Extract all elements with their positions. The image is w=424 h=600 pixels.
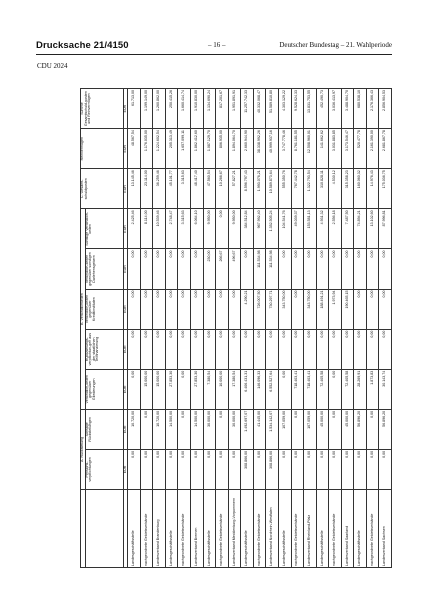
table-cell: 0,00 — [379, 289, 392, 329]
table-cell: 0,00 — [191, 249, 204, 289]
row-label: Landesverband Nordrhein-Westfalen — [266, 490, 279, 568]
row-label: Landesverband Saarland — [341, 490, 354, 568]
table-cell: 0,00 — [165, 329, 178, 369]
column-header: Sonstige Rückstellungen — [85, 409, 123, 449]
table-cell: 72.405,58 — [341, 369, 354, 409]
table-cell: 308.866,00 — [266, 449, 279, 489]
table-cell: 0,00 — [191, 329, 204, 369]
table-cell: 520.477,78 — [354, 129, 367, 169]
unit-cell: EUR — [123, 409, 128, 449]
table-cell: 1.322.793,54 — [304, 169, 317, 209]
table-cell: 0,00 — [140, 449, 153, 489]
table-cell: 0,00 — [341, 449, 354, 489]
table-row — [241, 89, 254, 568]
table-cell: 1.199.149,00 — [140, 89, 153, 129]
table-cell: 30.000,00 — [203, 409, 216, 449]
table-cell: 718.403,41 — [304, 369, 317, 409]
table-cell: 1.134.690,24 — [203, 89, 216, 129]
document-number: Drucksache 21/4150 — [36, 40, 129, 51]
table-cell: 0,00 — [178, 449, 191, 489]
table-cell: 7.487,50 — [341, 209, 354, 249]
table-cell: 2.681.867,78 — [379, 129, 392, 169]
table-cell: 1.260.862,00 — [153, 89, 166, 129]
table-cell: 1.176.035,00 — [140, 129, 153, 169]
table-cell: 680.538,10 — [354, 89, 367, 129]
table-cell: 3.031.883,85 — [329, 129, 342, 169]
unit-cell: EUR — [123, 209, 128, 249]
table-cell: 0,00 — [291, 289, 304, 329]
table-cell: 4.290,21 — [241, 289, 254, 329]
table-cell: 10.589.873,64 — [266, 169, 279, 209]
unit-cell: EUR — [123, 289, 128, 329]
table-cell: 0,00 — [366, 329, 379, 369]
table-cell: 0,00 — [291, 449, 304, 489]
table-cell: 0,00 — [278, 249, 291, 289]
table-cell: 8.596.797,43 — [241, 169, 254, 209]
table-cell: 107.059,00 — [278, 409, 291, 449]
table-cell: 0,00 — [153, 289, 166, 329]
party-label: CDU 2024 — [37, 62, 68, 70]
table-row — [228, 89, 241, 568]
table-cell: 718.403,41 — [291, 369, 304, 409]
table-cell: 7.380,54 — [203, 369, 216, 409]
table-cell: 310.828,11 — [316, 169, 329, 209]
column-header: Verbindlich-keiten gegenüber sonstigen Darlehensgebern — [85, 249, 123, 289]
table-cell: 0,00 — [128, 329, 141, 369]
table-cell: 11.257.742,33 — [241, 89, 254, 129]
table-cell: 190.465,15 — [341, 289, 354, 329]
table-cell: 87.996,81 — [379, 209, 392, 249]
table-cell: 0,00 — [278, 329, 291, 369]
table-cell: 1.993.076,21 — [253, 169, 266, 209]
row-label: nachgeordnete Gebietsverbände — [140, 490, 153, 568]
table-cell: 153.581,13 — [304, 209, 317, 249]
group-header: C. Gesamt-schuldposten — [81, 169, 124, 209]
table-cell: 0,00 — [241, 249, 254, 289]
column-header — [85, 490, 123, 568]
table-cell: 0,00 — [203, 289, 216, 329]
table-cell: 1.910.830,00 — [191, 89, 204, 129]
table-cell: 0,00 — [165, 449, 178, 489]
table-cell: 0,00 — [228, 329, 241, 369]
table-cell: 0,00 — [253, 329, 266, 369]
table-cell: 0,00 — [128, 369, 141, 409]
table-cell: 0,00 — [153, 249, 166, 289]
table-cell: 17.380,54 — [228, 369, 241, 409]
table-cell: 27.853,30 — [165, 369, 178, 409]
page-header — [36, 40, 392, 52]
table-cell: 23.114,00 — [140, 169, 153, 209]
table-row — [153, 89, 166, 568]
table-cell: 3.747.778,46 — [278, 129, 291, 169]
table-cell: 27.853,30 — [191, 369, 204, 409]
table-cell: 48.417,40 — [191, 169, 204, 209]
table-cell: 0,00 — [341, 329, 354, 369]
table-cell: 0,00 — [341, 249, 354, 289]
unit-cell: EUR — [123, 329, 128, 369]
table-cell: 9.528.624,33 — [291, 89, 304, 129]
table-cell: 2.176.366,43 — [366, 89, 379, 129]
unit-cell: EUR — [123, 369, 128, 409]
row-label: nachgeordnete Gebietsverbände — [291, 490, 304, 568]
table-cell: 0,00 — [253, 449, 266, 489]
page-number: – 16 – — [208, 41, 226, 49]
row-label: Landesgeschäftsstelle — [354, 490, 367, 568]
row-label: Landesverband Rheinland-Pfalz — [304, 490, 317, 568]
table-cell: 13.102,60 — [366, 209, 379, 249]
table-cell: 0,00 — [216, 409, 229, 449]
table-cell: 230,00 — [203, 249, 216, 289]
table-cell: 806.935,00 — [216, 129, 229, 169]
table-cell: 1.534.142,07 — [266, 409, 279, 449]
table-cell: 10.266,67 — [216, 169, 229, 209]
table-cell: 0,00 — [216, 209, 229, 249]
row-label: nachgeordnete Gebietsverbände — [366, 490, 379, 568]
table-cell: 188.491,21 — [316, 289, 329, 329]
table-cell: 343.750,00 — [304, 289, 317, 329]
table-row — [178, 89, 191, 568]
table-cell: 1.657.099,11 — [178, 129, 191, 169]
table-cell: 41.445,00 — [253, 409, 266, 449]
table-cell: 0,00 — [329, 409, 342, 449]
table-cell: 0,00 — [316, 329, 329, 369]
table-cell: 0,00 — [140, 289, 153, 329]
row-label: Landesverband Bremen — [191, 490, 204, 568]
table-cell: 3.036.413,97 — [329, 89, 342, 129]
table-cell: 967.992,40 — [253, 209, 266, 249]
table-cell: 6.406.431,31 — [241, 369, 254, 409]
table-cell: 51.589.810,80 — [266, 89, 279, 129]
table-cell: 0,00 — [228, 289, 241, 329]
table-cell: 107.059,00 — [304, 409, 317, 449]
table-row — [203, 89, 216, 568]
table-cell: 1.224.602,54 — [153, 129, 166, 169]
group-header: B. Verbindlichkeiten — [81, 209, 86, 409]
table-cell: 0,00 — [178, 289, 191, 329]
balance-table — [80, 88, 392, 568]
table-cell: 0,00 — [354, 449, 367, 489]
table-cell: 3.315,63 — [178, 169, 191, 209]
table-cell: 9.950,00 — [203, 209, 216, 249]
table-row — [140, 89, 153, 568]
table-cell: 1.352.505,24 — [266, 209, 279, 249]
group-header: A. Rückstellung — [81, 409, 86, 489]
table-row — [253, 89, 266, 568]
table-cell: 308.866,00 — [241, 449, 254, 489]
row-label: Landesgeschäftsstelle — [203, 490, 216, 568]
column-header: Verbindlich-keiten gegenüber Gliederungen — [85, 369, 123, 409]
table-cell: 12.508.960,01 — [304, 129, 317, 169]
table-cell: 111.534,98 — [266, 249, 279, 289]
table-cell: 9.950,00 — [228, 209, 241, 249]
table-cell: 15.000,00 — [140, 369, 153, 409]
table-cell: 104.541,76 — [278, 209, 291, 249]
table-cell: 0,00 — [128, 449, 141, 489]
table-cell: 0,00 — [128, 249, 141, 289]
table-cell: 0,00 — [140, 409, 153, 449]
table-cell: 0,00 — [291, 249, 304, 289]
table-cell: 0,00 — [228, 449, 241, 489]
table-cell: 3.315,63 — [178, 209, 191, 249]
table-cell: 3.173.546,47 — [341, 129, 354, 169]
row-label: Landesgeschäftsstelle — [241, 490, 254, 568]
table-cell: 15.000,00 — [153, 369, 166, 409]
table-cell: 0,00 — [128, 289, 141, 329]
table-cell: 0,00 — [354, 329, 367, 369]
table-cell: 0,00 — [291, 329, 304, 369]
table-cell: 13.831.753,55 — [304, 89, 317, 129]
table-cell: 0,00 — [316, 249, 329, 289]
table-cell: 38.338.992,26 — [253, 129, 266, 169]
table-cell: 2.856.904,53 — [379, 89, 392, 129]
table-cell: 0,00 — [379, 449, 392, 489]
table-cell: 14.976,43 — [366, 169, 379, 209]
table-cell: 74.894,21 — [354, 209, 367, 249]
table-row — [191, 89, 204, 568]
table-cell: 4.530,12 — [329, 169, 342, 209]
table-cell: 0,00 — [216, 329, 229, 369]
table-cell: 0,00 — [329, 329, 342, 369]
table-cell: 767.442,78 — [291, 169, 304, 209]
table-cell: 45.000,00 — [341, 409, 354, 449]
table-cell: 10.720,00 — [153, 409, 166, 449]
header-rule — [36, 54, 392, 55]
table-row — [316, 89, 329, 568]
table-cell: 2.748,47 — [165, 209, 178, 249]
table-row — [379, 89, 392, 568]
table-cell: 0,00 — [153, 449, 166, 489]
table-cell: 1.951.891,91 — [228, 89, 241, 129]
table-cell: 0,00 — [178, 409, 191, 449]
table-cell: 61.713,00 — [128, 89, 141, 129]
table-cell: 0,00 — [178, 329, 191, 369]
table-cell: 0,00 — [366, 409, 379, 449]
table-row — [266, 89, 279, 568]
table-cell: 56.896,20 — [354, 409, 367, 449]
table-cell: 36.259,46 — [153, 169, 166, 209]
table-cell: 10.720,00 — [128, 409, 141, 449]
table-cell: 0,00 — [366, 249, 379, 289]
table-cell: 14.500,00 — [191, 409, 204, 449]
table-cell: 14.500,00 — [165, 409, 178, 449]
table-cell: 817.201,67 — [216, 89, 229, 129]
table-cell: 28.269,91 — [354, 369, 367, 409]
table-cell: 146.096,33 — [253, 369, 266, 409]
column-header: Pensions-verpflichtungen — [85, 449, 123, 489]
table-cell: 0,00 — [278, 449, 291, 489]
table-cell: 266,67 — [216, 249, 229, 289]
unit-cell: EUR — [123, 129, 128, 169]
table-cell: 0,00 — [291, 409, 304, 449]
table-cell: 1.973,94 — [329, 289, 342, 329]
column-header: Rückzahlungs-verpflichtun-gen aus der staatlichen Teilfinanzierung — [85, 329, 123, 369]
row-label: Landesgeschäftsstelle — [128, 490, 141, 568]
row-label: nachgeordnete Gebietsverbände — [178, 490, 191, 568]
table-cell: 0,00 — [304, 449, 317, 489]
table-cell: 0,00 — [203, 329, 216, 369]
table-cell: 0,00 — [329, 449, 342, 489]
table-cell: 45.000,00 — [316, 409, 329, 449]
table-cell: 3.488.904,70 — [341, 89, 354, 129]
table-cell: 0,00 — [366, 449, 379, 489]
table-cell: 726.007,50 — [253, 289, 266, 329]
table-cell: 0,00 — [366, 289, 379, 329]
table-cell: 0,00 — [178, 249, 191, 289]
row-label: Landesgeschäftsstelle — [165, 490, 178, 568]
row-label: nachgeordnete Gebietsverbände — [253, 490, 266, 568]
publisher-label: Deutscher Bundestag – 21. Wahlperiode — [279, 41, 392, 49]
table-cell: 0,00 — [354, 289, 367, 329]
table-body — [128, 89, 392, 568]
table-cell: 0,00 — [354, 249, 367, 289]
row-label: nachgeordnete Gebietsverbände — [216, 490, 229, 568]
table-cell: 4.303.129,22 — [278, 89, 291, 129]
table-cell: 175.036,75 — [379, 169, 392, 209]
table-cell: 730.297,71 — [266, 289, 279, 329]
table-cell: 40.332.068,47 — [253, 89, 266, 129]
table-cell: 2.556,18 — [329, 209, 342, 249]
table-row — [128, 89, 141, 568]
table-row — [304, 89, 317, 568]
table-cell: 496,67 — [228, 249, 241, 289]
table-cell: 47.560,54 — [203, 169, 216, 209]
table-cell: 0,00 — [216, 289, 229, 329]
table-row — [165, 89, 178, 568]
table-cell: 10.000,00 — [216, 369, 229, 409]
table-cell: 111.534,98 — [253, 249, 266, 289]
table-cell: 452.490,73 — [316, 89, 329, 129]
table-cell: 6.064,10 — [191, 209, 204, 249]
table-cell: 1.862.412,60 — [191, 129, 204, 169]
table-cell: 30.143,74 — [379, 369, 392, 409]
table-cell: 8.114,00 — [140, 209, 153, 249]
table-cell: 2.425,46 — [128, 209, 141, 249]
table-cell: 315.358,23 — [341, 169, 354, 209]
table-cell: 45.101,77 — [165, 169, 178, 209]
table-cell: 0,00 — [178, 369, 191, 409]
table-cell: 141.662,62 — [316, 129, 329, 169]
column-header: Sonstige Verbindlich-keiten — [85, 209, 123, 249]
table-cell: 56.896,20 — [379, 409, 392, 449]
table-cell: 0,00 — [266, 329, 279, 369]
table-cell: 4.931,32 — [316, 209, 329, 249]
table-cell: 0,00 — [191, 449, 204, 489]
row-label: Landesverband Sachsen — [379, 490, 392, 568]
table-cell: 13.145,46 — [128, 169, 141, 209]
table-cell: 0,00 — [316, 449, 329, 489]
table-cell: 0,00 — [241, 329, 254, 369]
table-cell: 10.539,46 — [153, 209, 166, 249]
unit-cell: EUR — [123, 449, 128, 489]
table-cell: 1.660.414,74 — [178, 89, 191, 129]
table-cell: 160.060,32 — [354, 169, 367, 209]
group-header: Summe Gesamtschuld-posten und Reinvermögen — [81, 89, 124, 129]
table-cell: 40.999.937,16 — [266, 129, 279, 169]
table-cell: 250.415,26 — [165, 89, 178, 129]
row-label: Landesverband Brandenburg — [153, 490, 166, 568]
row-label: Landesverband Mecklenburg-Vorpommern — [228, 490, 241, 568]
table-cell: 0,00 — [304, 329, 317, 369]
unit-cell: EUR — [123, 249, 128, 289]
table-cell: 1.492.697,07 — [241, 409, 254, 449]
table-cell: 57.827,21 — [228, 169, 241, 209]
table-cell: 2.660.944,90 — [241, 129, 254, 169]
table-cell: 0,00 — [379, 249, 392, 289]
table-container — [80, 88, 392, 568]
table-cell: 555.350,76 — [278, 169, 291, 209]
row-label: Landesgeschäftsstelle — [278, 490, 291, 568]
table-cell: 0,00 — [216, 449, 229, 489]
table-cell: 0,00 — [203, 449, 216, 489]
table-cell: 49.039,37 — [291, 209, 304, 249]
row-label: Landesgeschäftsstelle — [316, 490, 329, 568]
table-cell: 205.313,49 — [165, 129, 178, 169]
table-cell: 8.761.181,55 — [291, 129, 304, 169]
table-cell: 0,00 — [329, 369, 342, 409]
table-row — [366, 89, 379, 568]
table-cell: 0,00 — [153, 329, 166, 369]
table-cell: 0,00 — [165, 289, 178, 329]
table-cell: 0,00 — [329, 249, 342, 289]
table-row — [329, 89, 342, 568]
group-header: Reinvermögen — [81, 129, 124, 169]
unit-cell: EUR — [123, 89, 128, 129]
table-cell: 343.750,00 — [278, 289, 291, 329]
table-row — [341, 89, 354, 568]
table-cell: 48.567,54 — [128, 129, 141, 169]
table-cell: 1.087.129,70 — [203, 129, 216, 169]
table-cell: 0,00 — [140, 249, 153, 289]
table-row — [216, 89, 229, 568]
table-row — [278, 89, 291, 568]
table-cell: 6.552.527,64 — [266, 369, 279, 409]
table-cell: 0,00 — [191, 289, 204, 329]
table-cell: 1.894.064,70 — [228, 129, 241, 169]
table-row — [354, 89, 367, 568]
table-cell: 384.512,84 — [241, 209, 254, 249]
unit-cell: EUR — [123, 169, 128, 209]
table-cell: 1.873,83 — [366, 369, 379, 409]
table-cell: 0,00 — [165, 249, 178, 289]
table-cell: 30.000,00 — [228, 409, 241, 449]
table-cell: 2.161.390,00 — [366, 129, 379, 169]
table-cell: 0,00 — [140, 329, 153, 369]
row-label: nachgeordnete Gebietsverbände — [329, 490, 342, 568]
table-cell: 0,00 — [379, 329, 392, 369]
table-cell: 0,00 — [278, 369, 291, 409]
table-cell: 0,00 — [304, 249, 317, 289]
table-cell: 72.405,58 — [316, 369, 329, 409]
table-row — [291, 89, 304, 568]
column-header: Verbindlich-keiten gegenüber Kreditinstituten — [85, 289, 123, 329]
